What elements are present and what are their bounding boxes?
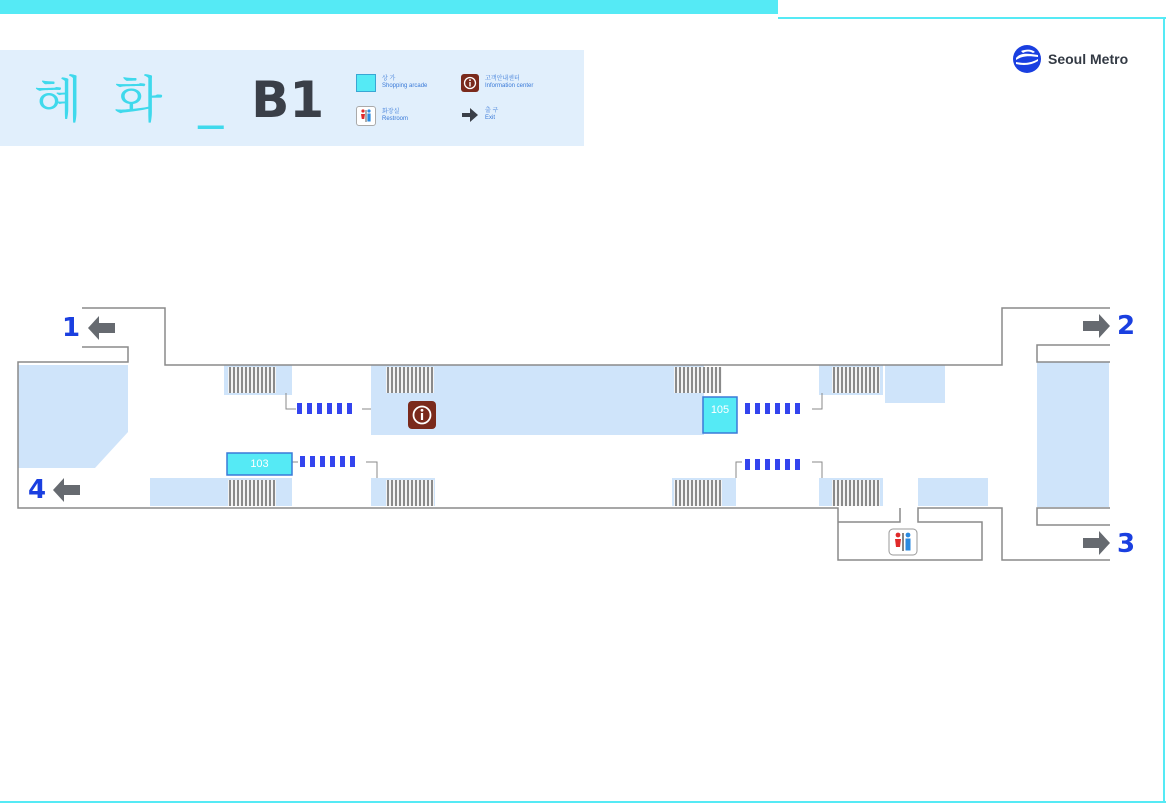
wall-restroom-inner — [838, 508, 900, 522]
area-west — [18, 365, 128, 468]
connector-ne — [812, 393, 822, 409]
wall-exit3-upper — [1037, 508, 1110, 525]
gate-row-nw — [297, 403, 352, 414]
restroom-map-icon[interactable] — [889, 529, 917, 555]
legend-exit-korean: 출 구 — [485, 108, 499, 114]
area-se — [918, 478, 988, 506]
shop-105[interactable] — [703, 397, 737, 433]
shop-103-label: 103 — [250, 458, 269, 470]
connector-se2 — [812, 462, 822, 478]
connector-nw — [286, 393, 296, 409]
exit-1-label[interactable]: 1 — [62, 313, 81, 343]
stair-n3 — [674, 367, 722, 393]
stair-n2 — [386, 367, 434, 393]
stair-s1 — [386, 480, 434, 506]
shop-103[interactable] — [227, 453, 292, 475]
concourse-areas — [18, 362, 1109, 507]
floor-level: B1 — [251, 71, 325, 129]
stair-s3 — [832, 480, 880, 506]
exit-4-arrow[interactable] — [53, 478, 80, 502]
connector-sw2 — [366, 462, 377, 478]
gate-row-sw — [300, 456, 355, 467]
exit-3-label[interactable]: 3 — [1117, 529, 1136, 559]
legend-restroom-english: Restroom — [382, 116, 409, 122]
stair-ne — [832, 367, 880, 393]
stair-s2 — [674, 480, 722, 506]
area-sw — [150, 478, 224, 506]
title-separator: _ — [198, 71, 224, 129]
wall-north — [82, 308, 1110, 365]
exit-1-arrow[interactable] — [88, 316, 115, 340]
exit-2-label[interactable]: 2 — [1117, 311, 1136, 341]
exit-3-arrow[interactable] — [1083, 531, 1110, 555]
shop-105-label: 105 — [710, 404, 730, 416]
legend-restroom-korean: 화장실 — [382, 109, 400, 115]
exit-2-arrow[interactable] — [1083, 314, 1110, 338]
stair-nw — [228, 367, 276, 393]
connector-se — [736, 462, 742, 478]
area-east-block — [885, 365, 945, 403]
gate-row-se — [745, 459, 800, 470]
info-center-icon[interactable] — [408, 401, 436, 429]
wall-exit2-lower — [1037, 345, 1110, 362]
station-name-korean: 혜 화 — [34, 71, 163, 129]
legend-info-english: Information center — [485, 83, 534, 89]
legend-shopping-english: Shopping arcade — [382, 83, 428, 89]
exit-4-label[interactable]: 4 — [28, 475, 47, 505]
legend-shopping-korean: 상 가 — [382, 76, 396, 82]
gate-row-ne — [745, 403, 800, 414]
area-east — [1037, 362, 1109, 507]
legend-exit-english: Exit — [485, 115, 496, 121]
stair-sw — [228, 480, 276, 506]
legend-info-korean: 고객안내센터 — [485, 76, 520, 82]
operator-name: Seoul Metro — [1048, 51, 1129, 67]
